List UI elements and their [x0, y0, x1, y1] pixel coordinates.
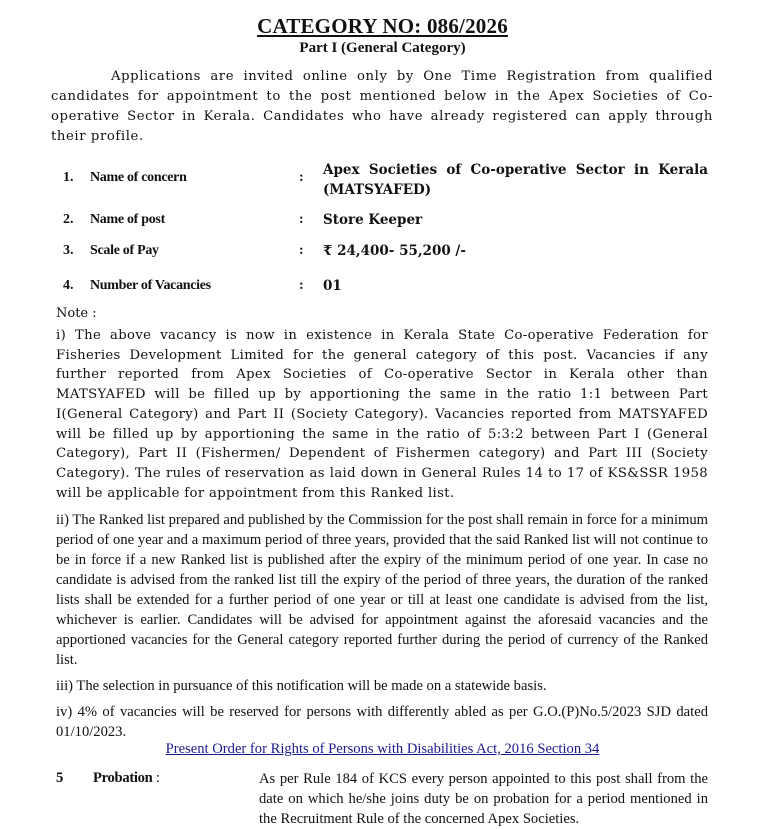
category-title: CATEGORY NO: 086/2026: [257, 14, 508, 38]
probation-label-text: Probation: [93, 770, 153, 786]
probation-value: As per Rule 184 of KCS every person appointed to this post shall from the date on which he/she joins duty be on probation for a period mentioned in the Recruitment Rule of the concerned Apex Societies.: [259, 771, 708, 827]
detail-value: ₹ 24,400- 55,200 /-: [323, 243, 466, 259]
probation-label: [93, 770, 160, 787]
detail-value: Store Keeper: [323, 212, 423, 228]
detail-number: 4.: [63, 278, 74, 293]
detail-colon: :: [299, 243, 304, 258]
note-paragraph-2: ii) The Ranked list prepared and published by the Commission for the post shall remain in force for a minimum period of one year and a maximum period of three years, provided that the said Ranked list will not continue to be in force if a new Ranked list is published after the expiry of the minimum period of one year. In case no candidate is advised from the ranked list till the expiry of the period of three years, the duration of the ranked lists shall be extended for a further period of one year or till at least one candidate is advised from the list, whichever is earlier. Candidates will be advised for appointment against the aforesaid vacancies and the apportioned vacancies for the General category reported further during the period of currency of the Ranked list.: [56, 512, 708, 668]
detail-colon: :: [299, 212, 304, 227]
probation-colon: :: [155, 770, 160, 786]
detail-value: Apex Societies of Co-operative Sector in Kerala (MATSYAFED): [323, 162, 708, 198]
category-subtitle: Part I (General Category): [299, 40, 466, 56]
detail-value: 01: [323, 278, 342, 294]
detail-colon: :: [299, 170, 304, 185]
detail-colon: :: [299, 278, 304, 293]
detail-label: Scale of Pay: [90, 243, 159, 258]
detail-number: 2.: [63, 212, 74, 227]
note-paragraph-1: i) The above vacancy is now in existence in Kerala State Co-operative Federation for Fisheries Development Limited for the general category of this post. Vacancies if any further reported from Apex Societies of Co-operative Sector in Kerala other than MATSYAFED will be filled up by apportioning the same in the ratio 1:1 between Part I(General Category) and Part II (Society Category). Vacancies reported from MATSYAFED will be filled up by apportioning the same in the ratio of 5:3:2 between Part I (General Category), Part II (Fishermen/ Dependent of Fishermen category) and Part III (Society Category). The rules of reservation as laid down in General Rules 14 to 17 of KS&SSR 1958 will be applicable for appointment from this Ranked list.: [56, 328, 708, 501]
detail-label: Name of post: [90, 212, 165, 227]
note-label: Note :: [56, 306, 97, 321]
note-paragraph-4: iv) 4% of vacancies will be reserved for persons with differently abled as per G.O.(P)No.5/2023 SJD dated 01/10/2023.: [56, 704, 708, 740]
detail-number: 1.: [63, 170, 74, 185]
detail-label: Number of Vacancies: [90, 278, 211, 293]
detail-label: Name of concern: [90, 170, 187, 185]
intro-paragraph: Applications are invited online only by One Time Registration from qualified candidates for appointment to the post mentioned below in the Apex Societies of Co-operative Sector in Kerala. Candidates who have already registered can apply through their profile.: [51, 69, 713, 144]
note-paragraph-3: iii) The selection in pursuance of this notification will be made on a statewide basis.: [56, 678, 547, 694]
detail-number: 3.: [63, 243, 74, 258]
probation-number: 5: [56, 770, 64, 786]
disabilities-act-link[interactable]: Present Order for Rights of Persons with Disabilities Act, 2016 Section 34: [165, 741, 600, 757]
